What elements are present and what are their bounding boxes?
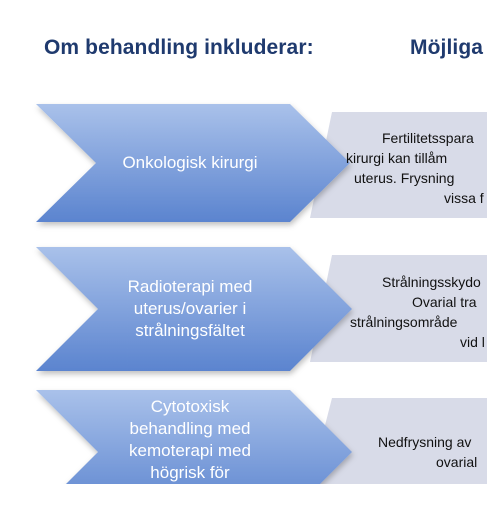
- chevron-label-line: uterus/ovarier i: [133, 299, 247, 318]
- info-box-line: Ovarial tra: [412, 294, 477, 310]
- info-box-line: Fertilitetsspara: [382, 130, 474, 146]
- info-box-line: Strålningsskydo: [382, 274, 481, 290]
- info-box-text-2: [340, 272, 487, 352]
- info-box-line: ovarial: [436, 454, 478, 470]
- heading-possible: Möjliga: [410, 36, 484, 59]
- info-box-line: vid l: [460, 334, 485, 350]
- info-box-line: vissa f: [444, 190, 484, 206]
- chevron-label-line: behandling med: [129, 419, 251, 438]
- info-box-line: strålningsområde: [350, 314, 458, 330]
- heading-treatment-includes: Om behandling inkluderar:: [44, 36, 314, 59]
- chevron-label-surgery: [100, 104, 280, 222]
- info-box-line: uterus. Frysning: [354, 170, 455, 186]
- chevron-label-line: högrisk för: [150, 463, 230, 482]
- chevron-label-line: strålningsfältet: [135, 321, 245, 340]
- info-box-line: Nedfrysning av: [378, 434, 472, 450]
- chevron-label-cytotoxic: [100, 390, 280, 520]
- chevron-label-radiotherapy: [100, 247, 280, 371]
- chevron-label-line: Cytotoxisk: [150, 397, 230, 416]
- info-box-text-3: [340, 432, 487, 472]
- chevron-label-line: kemoterapi med: [129, 441, 251, 460]
- info-box-text-1: [340, 128, 487, 208]
- chevron-label-line: Radioterapi med: [127, 277, 253, 296]
- chevron-label-line: Onkologisk kirurgi: [122, 153, 258, 172]
- info-box-line: kirurgi kan tillåm: [346, 150, 448, 166]
